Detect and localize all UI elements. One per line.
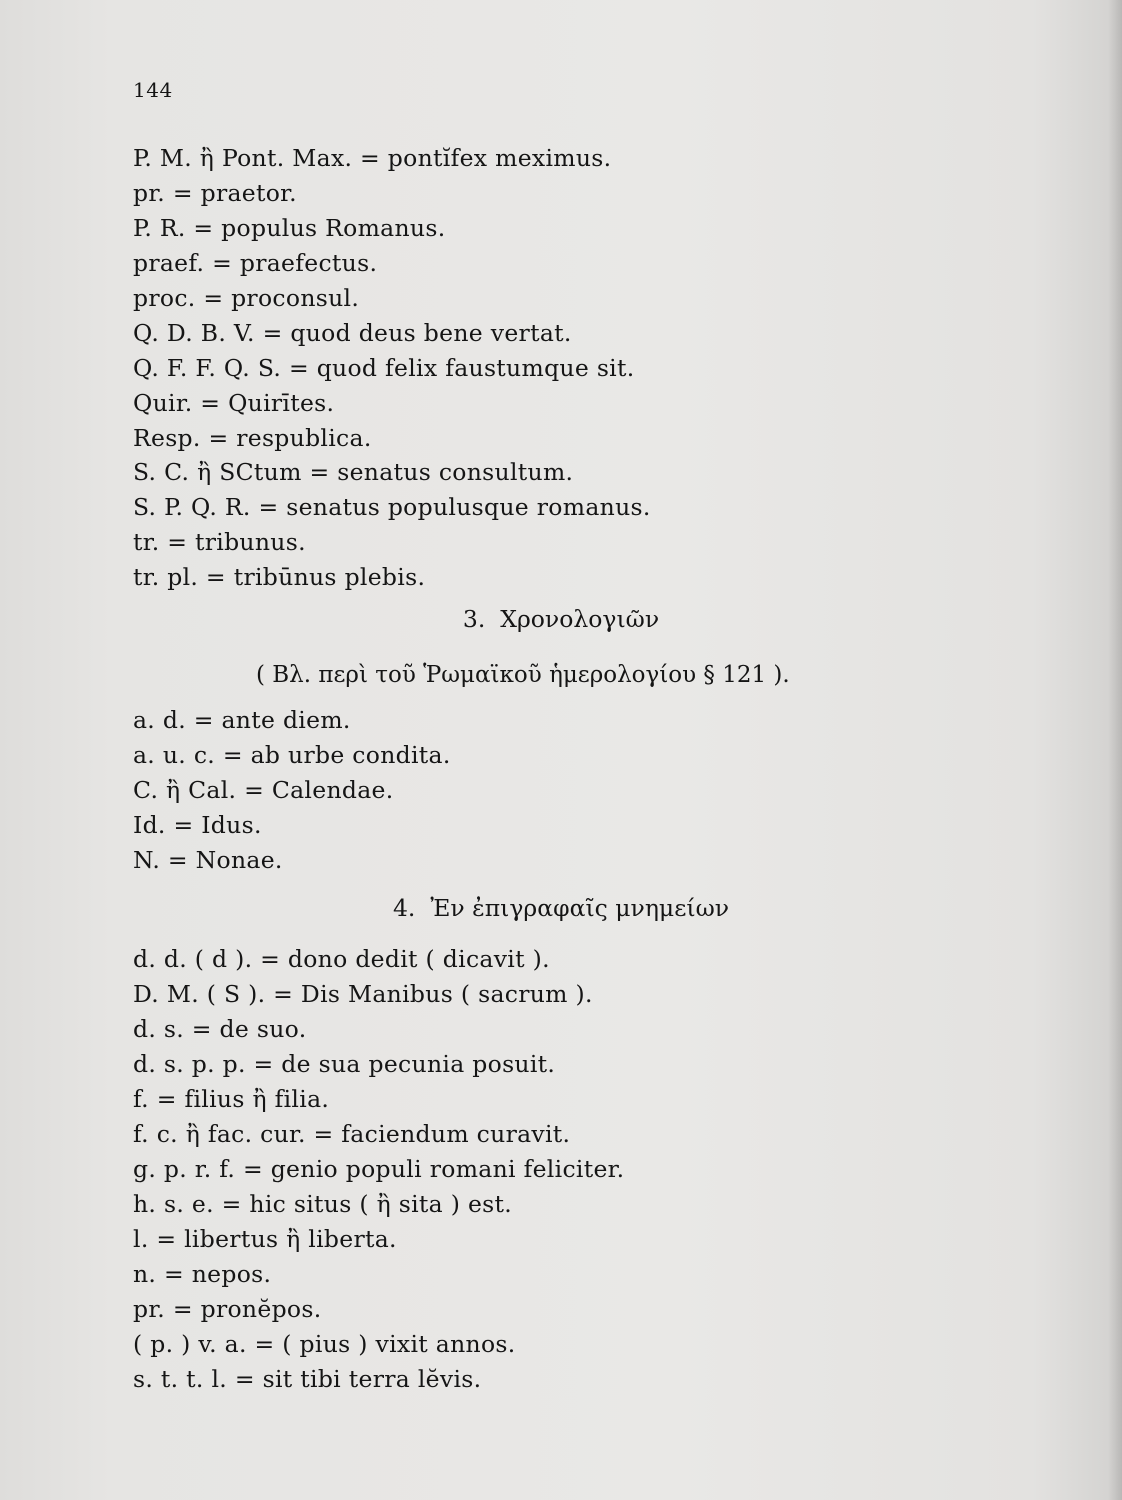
abbreviation-line: Id. = Idus. — [133, 811, 262, 839]
abbreviation-line: praef. = praefectus. — [133, 249, 378, 277]
abbreviation-line: l. = libertus ἢ liberta. — [133, 1225, 397, 1253]
section-heading-inscriptions: 4. Ἐν ἐπιγραφαῖς μνημείων — [392, 894, 730, 922]
page-number: 144 — [133, 78, 173, 102]
abbreviation-line: proc. = proconsul. — [133, 284, 360, 312]
abbreviation-line: C. ἢ Cal. = Calendae. — [133, 776, 394, 804]
abbreviation-line: S. C. ἢ SCtum = senatus consultum. — [133, 458, 574, 486]
abbreviation-line: N. = Nonae. — [133, 846, 283, 874]
abbreviation-line: D. M. ( S ). = Dis Manibus ( sacrum ). — [133, 980, 593, 1008]
abbreviation-line: S. P. Q. R. = senatus populusque romanus. — [133, 493, 651, 521]
abbreviation-line: ( p. ) v. a. = ( pius ) vixit annos. — [133, 1330, 516, 1358]
section-heading-chronology: 3. Χρονολογιῶν — [462, 605, 660, 633]
abbreviation-line: s. t. t. l. = sit tibi terra lĕvis. — [133, 1365, 482, 1393]
abbreviation-line: Q. F. F. Q. S. = quod felix faustumque sit. — [133, 354, 635, 382]
abbreviation-line: Quir. = Quirītes. — [133, 389, 335, 417]
abbreviation-line: P. M. ἢ Pont. Max. = pontĭfex meximus. — [133, 144, 612, 172]
abbreviation-line: d. d. ( d ). = dono dedit ( dicavit ). — [133, 945, 550, 973]
abbreviation-line: tr. = tribunus. — [133, 528, 306, 556]
abbreviation-line: f. = filius ἢ filia. — [133, 1085, 330, 1113]
abbreviation-line: pr. = praetor. — [133, 179, 297, 207]
abbreviation-line: f. c. ἢ fac. cur. = faciendum curavit. — [133, 1120, 571, 1148]
abbreviation-line: pr. = pronĕpos. — [133, 1295, 322, 1323]
abbreviation-line: a. d. = ante diem. — [133, 706, 351, 734]
abbreviation-line: d. s. = de suo. — [133, 1015, 307, 1043]
abbreviation-line: Resp. = respublica. — [133, 424, 372, 452]
abbreviation-line: n. = nepos. — [133, 1260, 272, 1288]
abbreviation-line: d. s. p. p. = de sua pecunia posuit. — [133, 1050, 556, 1078]
page-edge-shadow — [1108, 0, 1122, 1500]
abbreviation-line: tr. pl. = tribūnus plebis. — [133, 563, 426, 591]
abbreviation-line: g. p. r. f. = genio populi romani feliciter. — [133, 1155, 625, 1183]
section-subheading: ( Βλ. περὶ τοῦ Ῥωμαϊκοῦ ἡμερολογίου § 121 ). — [256, 662, 790, 688]
abbreviation-line: a. u. c. = ab urbe condita. — [133, 741, 451, 769]
abbreviation-line: Q. D. B. V. = quod deus bene vertat. — [133, 319, 572, 347]
abbreviation-line: P. R. = populus Romanus. — [133, 214, 446, 242]
abbreviation-line: h. s. e. = hic situs ( ἢ sita ) est. — [133, 1190, 513, 1218]
